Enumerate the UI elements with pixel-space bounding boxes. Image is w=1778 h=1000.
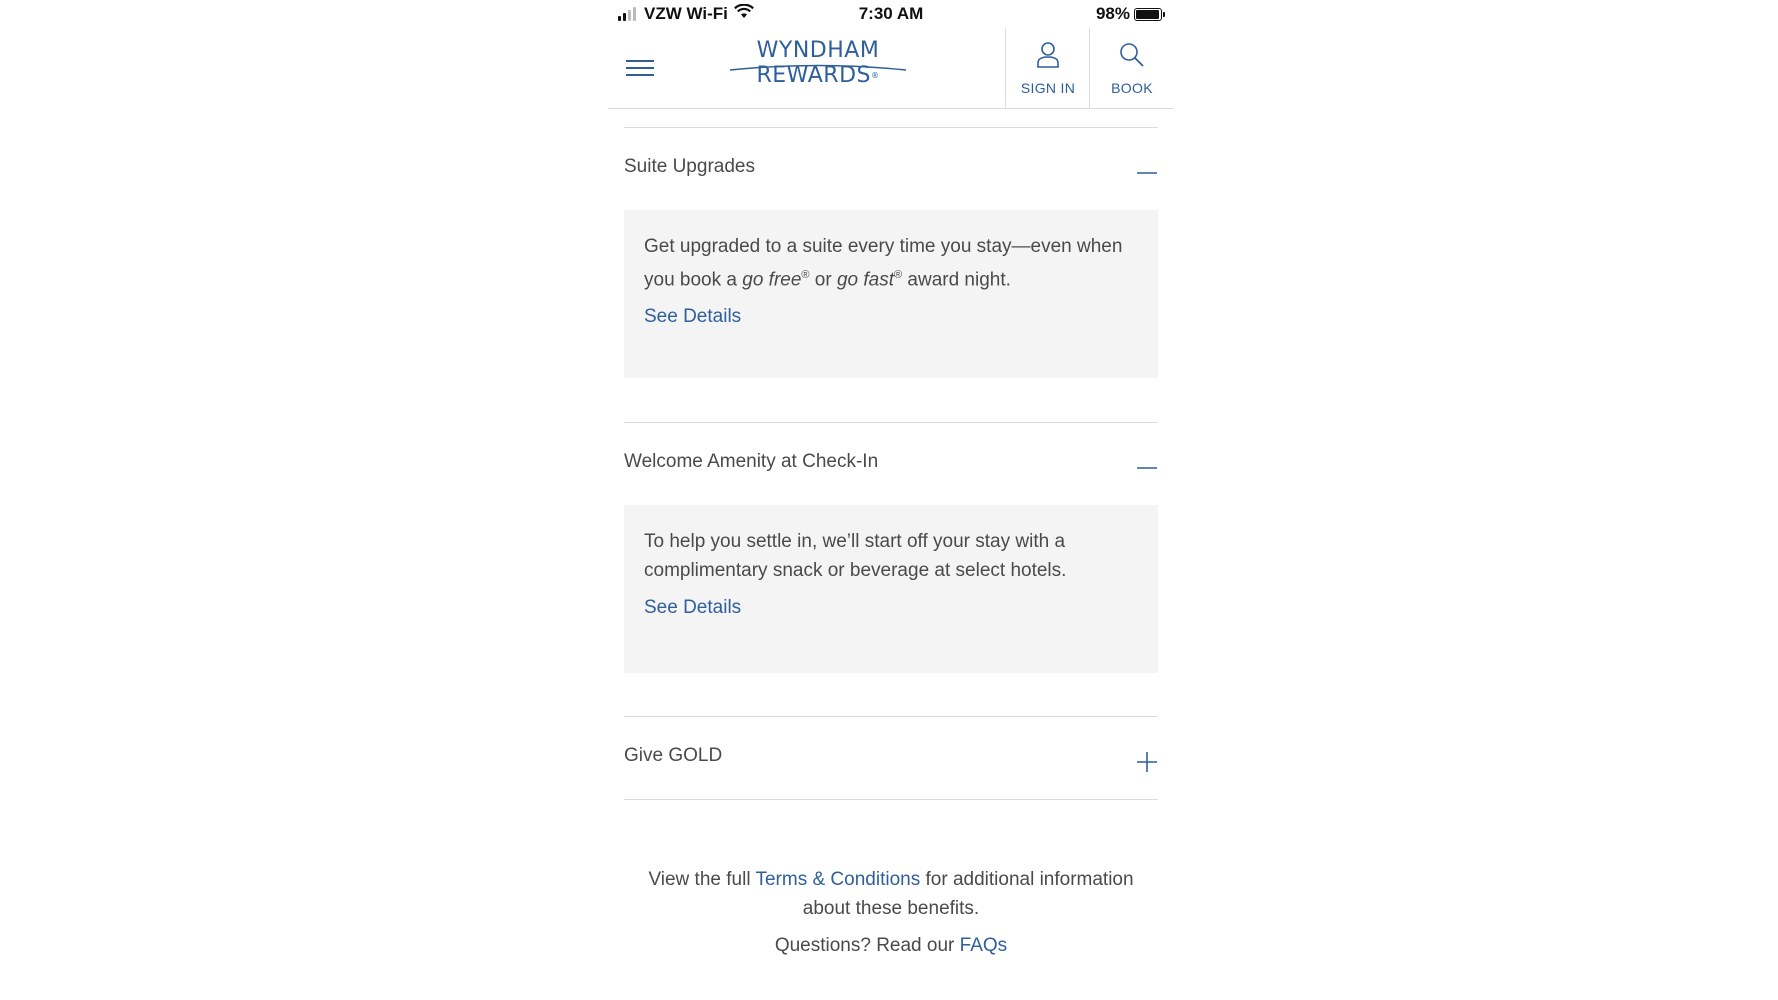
logo-line-wyndham: WYNDHAM bbox=[756, 38, 880, 63]
section-title: Give GOLD bbox=[624, 745, 723, 766]
benefit-section-welcome-amenity bbox=[624, 422, 1158, 673]
section-title: Suite Upgrades bbox=[624, 156, 755, 177]
accordion-header-give-gold[interactable] bbox=[624, 717, 1158, 799]
desc-part: award night. bbox=[902, 269, 1011, 291]
go-fast-text: go fast bbox=[836, 269, 895, 291]
status-time: 7:30 AM bbox=[858, 4, 924, 23]
panel-description bbox=[644, 232, 1138, 294]
accordion-header-welcome-amenity[interactable] bbox=[624, 423, 1158, 505]
accordion-panel-suite-upgrades bbox=[624, 210, 1158, 378]
see-details-link[interactable]: See Details bbox=[644, 597, 742, 618]
accordion-header-suite-upgrades[interactable] bbox=[624, 128, 1158, 210]
sign-in-button[interactable] bbox=[1005, 28, 1090, 108]
logo-registered-mark: ® bbox=[870, 71, 880, 80]
hamburger-menu-icon[interactable] bbox=[626, 58, 654, 78]
registered-mark: ® bbox=[801, 269, 810, 281]
terms-pre: View the full bbox=[648, 869, 756, 890]
go-free-text: go free bbox=[742, 269, 802, 291]
section-title: Welcome Amenity at Check-In bbox=[624, 451, 879, 472]
see-details-link[interactable]: See Details bbox=[644, 306, 742, 328]
faq-text bbox=[608, 931, 1174, 960]
accordion-panel-welcome-amenity bbox=[624, 505, 1158, 673]
status-bar bbox=[608, 0, 1174, 28]
faq-pre: Questions? Read our bbox=[774, 935, 960, 956]
battery-percent: 98% bbox=[1095, 4, 1130, 23]
desc-part: or bbox=[809, 269, 837, 291]
collapse-minus-icon[interactable] bbox=[1136, 457, 1158, 479]
user-icon bbox=[1036, 41, 1060, 69]
panel-description: To help you settle in, we’ll start off your stay with a complimentary snack or beverage at select hotels. bbox=[644, 531, 1067, 581]
status-right bbox=[1096, 4, 1162, 24]
collapse-minus-icon[interactable] bbox=[1136, 162, 1158, 184]
app-header bbox=[608, 28, 1174, 109]
sign-in-label: SIGN IN bbox=[1020, 80, 1076, 96]
logo-line-rewards-text: REWARDS bbox=[756, 63, 871, 88]
terms-conditions-link[interactable]: Terms & Conditions bbox=[755, 869, 921, 890]
book-button[interactable] bbox=[1089, 28, 1174, 108]
benefit-section-suite-upgrades bbox=[624, 127, 1158, 378]
battery-icon bbox=[1134, 8, 1162, 21]
terms-text bbox=[628, 865, 1154, 923]
carrier-label: VZW Wi-Fi bbox=[644, 4, 728, 23]
wyndham-rewards-logo[interactable] bbox=[728, 38, 908, 94]
search-icon bbox=[1118, 41, 1146, 69]
expand-plus-icon[interactable] bbox=[1136, 751, 1158, 773]
battery-fill bbox=[1136, 10, 1159, 19]
faqs-link[interactable]: FAQs bbox=[959, 935, 1008, 956]
registered-mark: ® bbox=[894, 269, 903, 281]
desc-part: Get upgraded to a suite every time you stay—even when you book a bbox=[644, 236, 1123, 291]
book-label: BOOK bbox=[1111, 80, 1153, 96]
terms-post: for additional information about these benefits. bbox=[802, 869, 1134, 919]
logo-swoosh-icon bbox=[728, 60, 908, 74]
phone-screen bbox=[608, 0, 1174, 1000]
benefit-section-give-gold bbox=[624, 716, 1158, 800]
